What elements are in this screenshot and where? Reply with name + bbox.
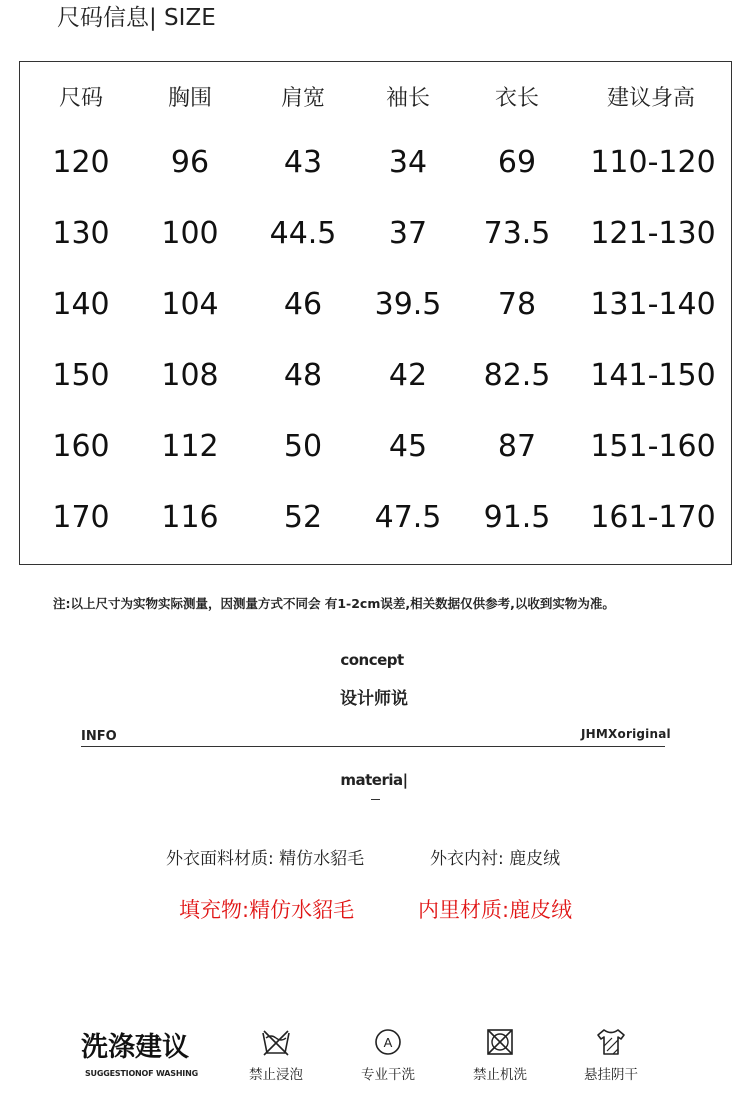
washing-subtitle: SUGGESTIONOF WASHING — [85, 1069, 198, 1078]
concept-label: concept — [340, 651, 404, 669]
outer-lining-text: 外衣内衬: 鹿皮绒 — [430, 849, 561, 869]
no-soak-icon — [260, 1027, 292, 1057]
info-label: INFO — [81, 729, 117, 744]
care-item — [231, 1027, 321, 1083]
care-label: 禁止机洗 — [473, 1067, 527, 1083]
table-cell: 39.5 — [374, 287, 442, 322]
inner-material-text: 内里材质:鹿皮绒 — [418, 898, 573, 922]
divider — [371, 799, 380, 800]
care-item — [455, 1027, 545, 1083]
svg-text:A: A — [383, 1035, 393, 1050]
col-header-length: 衣长 — [494, 86, 540, 111]
table-cell: 151-160 — [590, 429, 716, 464]
table-cell: 100 — [161, 216, 219, 251]
table-cell: 110-120 — [590, 145, 716, 180]
hang-dry-shade-icon — [594, 1027, 628, 1057]
size-table — [19, 61, 732, 565]
material-heading: materia| — [340, 771, 408, 789]
table-cell: 96 — [170, 145, 210, 180]
table-cell: 73.5 — [483, 216, 551, 251]
professional-dry-clean-icon — [372, 1027, 404, 1057]
table-cell: 120 — [52, 145, 110, 180]
table-cell: 161-170 — [590, 500, 716, 535]
table-cell: 46 — [283, 287, 323, 322]
col-header-height: 建议身高 — [606, 86, 696, 111]
table-cell: 121-130 — [590, 216, 716, 251]
table-cell: 104 — [161, 287, 219, 322]
table-cell: 42 — [388, 358, 428, 393]
brand-label: JHMXoriginal — [581, 727, 671, 741]
col-header-sleeve: 袖长 — [385, 86, 431, 111]
table-cell: 78 — [497, 287, 537, 322]
col-header-chest: 胸围 — [167, 86, 213, 111]
no-machine-wash-icon — [484, 1027, 516, 1057]
table-cell: 43 — [283, 145, 323, 180]
table-cell: 47.5 — [374, 500, 442, 535]
table-cell: 112 — [161, 429, 219, 464]
table-cell: 45 — [388, 429, 428, 464]
table-cell: 116 — [161, 500, 219, 535]
table-cell: 108 — [161, 358, 219, 393]
measurement-note: 注:以上尺寸为实物实际测量，因测量方式不同会 有1-2cm误差,相关数据仅供参考,以收到实物为准。 — [53, 596, 615, 611]
table-cell: 131-140 — [590, 287, 716, 322]
table-cell: 52 — [283, 500, 323, 535]
col-header-shoulder: 肩宽 — [280, 86, 326, 111]
table-cell: 91.5 — [483, 500, 551, 535]
designer-title: 设计师说 — [340, 689, 408, 709]
table-cell: 140 — [52, 287, 110, 322]
table-cell: 141-150 — [590, 358, 716, 393]
outer-fabric-text: 外衣面料材质: 精仿水貂毛 — [166, 849, 365, 869]
table-cell: 37 — [388, 216, 428, 251]
care-item — [343, 1027, 433, 1083]
care-item — [566, 1027, 656, 1083]
table-cell: 69 — [497, 145, 537, 180]
care-label: 专业干洗 — [361, 1067, 415, 1083]
table-cell: 170 — [52, 500, 110, 535]
table-cell: 34 — [388, 145, 428, 180]
table-cell: 44.5 — [269, 216, 337, 251]
table-cell: 150 — [52, 358, 110, 393]
table-cell: 82.5 — [483, 358, 551, 393]
care-label: 悬挂阴干 — [584, 1067, 638, 1083]
care-label: 禁止浸泡 — [249, 1067, 303, 1083]
size-heading: 尺码信息| SIZE — [57, 5, 216, 31]
table-cell: 130 — [52, 216, 110, 251]
filling-text: 填充物:精仿水貂毛 — [179, 898, 355, 922]
table-cell: 50 — [283, 429, 323, 464]
table-cell: 87 — [497, 429, 537, 464]
col-header-size: 尺码 — [58, 86, 104, 111]
washing-title: 洗涤建议 — [81, 1032, 189, 1063]
divider — [81, 746, 665, 747]
table-cell: 160 — [52, 429, 110, 464]
table-cell: 48 — [283, 358, 323, 393]
